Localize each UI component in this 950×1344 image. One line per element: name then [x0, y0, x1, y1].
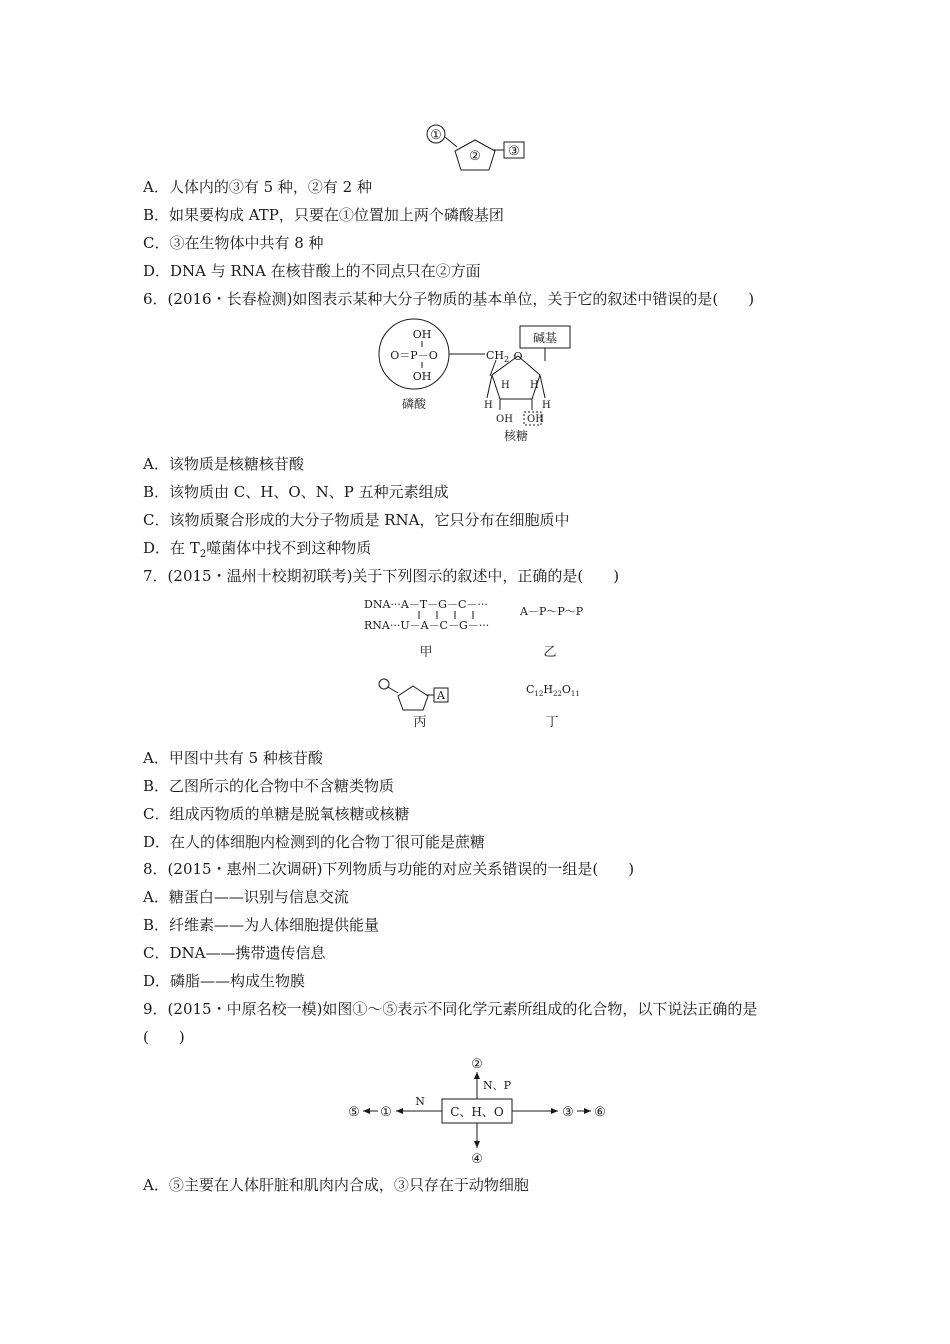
label-5: ⑤ [348, 1105, 360, 1120]
center-elements: C、H、O [450, 1105, 504, 1119]
q7-option-b: B．乙图所示的化合物中不含糖类物质 [143, 777, 395, 795]
nucleotide-figure-q5 [420, 118, 530, 176]
q7-option-c: C．组成丙物质的单糖是脱氧核糖或核糖 [143, 805, 410, 823]
label-jia: 甲 [419, 645, 433, 660]
q6-stem: 6．(2016・长春检测)如图表示某种大分子物质的基本单位，关于它的叙述中错误的是( ) [143, 290, 755, 308]
ribose-label: 核糖 [503, 429, 529, 443]
label-4: ④ [471, 1152, 483, 1167]
q5-option-c: C．③在生物体中共有 8 种 [143, 234, 324, 252]
element-diagram-q9 [340, 1055, 620, 1167]
base-letter: A [437, 689, 445, 702]
ribonucleotide-figure-q6 [370, 318, 580, 450]
label-2: ② [471, 1057, 483, 1072]
q7-option-a: A．甲图中共有 5 种核苷酸 [143, 749, 323, 767]
label-bing: 丙 [413, 715, 427, 730]
q8-option-b: B．纤维素——为人体细胞提供能量 [143, 916, 380, 934]
q8-option-a: A．糖蛋白——识别与信息交流 [143, 888, 349, 906]
label-1: ① [380, 1105, 392, 1120]
q5-option-b: B．如果要构成 ATP，只要在①位置加上两个磷酸基团 [143, 206, 504, 224]
q5-option-a: A．人体内的③有 5 种，②有 2 种 [143, 178, 372, 196]
sucrose-formula: $C_{12}H_{22}O_{11}$ [526, 683, 580, 698]
atp-structure: A－P～P～P [520, 605, 584, 618]
q8-option-d: D．磷脂——构成生物膜 [143, 972, 306, 990]
q9-stem: 9．(2015・中原名校一模)如图①～⑤表示不同化学元素所组成的化合物，以下说法正确的是 [143, 1000, 758, 1018]
ch2-label: $CH_2$ [486, 349, 510, 364]
q7-stem: 7．(2015・温州十校期初联考)关于下列图示的叙述中，正确的是( ) [143, 567, 620, 585]
fig5-label-2: ② [469, 149, 481, 164]
q6-option-c: C．该物质聚合形成的大分子物质是 RNA，它只分布在细胞质中 [143, 511, 570, 529]
phosphate-middle: O＝P－O [390, 349, 438, 362]
fig5-label-3: ③ [508, 144, 520, 159]
ring-oxygen: O [513, 350, 523, 363]
bond-line [388, 687, 398, 693]
oh-c2: OH [527, 414, 544, 425]
bond-line [540, 375, 545, 398]
label-yi: 乙 [543, 645, 557, 660]
label-6: ⑥ [594, 1105, 606, 1120]
q6-option-b: B．该物质由 C、H、O、N、P 五种元素组成 [143, 483, 449, 501]
oh-c3: OH [496, 414, 513, 425]
bond-line [445, 137, 457, 147]
ring-h-right: H [530, 380, 539, 391]
q8-option-c: C．DNA——携带遗传信息 [143, 944, 326, 962]
rna-strand: RNA···U－A－C－G－··· [364, 619, 490, 632]
ring-h-left: H [501, 380, 510, 391]
phosphate-label: 磷酸 [401, 397, 427, 411]
label-n: N [415, 1095, 425, 1108]
label-3: ③ [562, 1105, 574, 1120]
q9-stem-paren: ( ) [143, 1028, 185, 1046]
figure-q7 [360, 592, 600, 732]
bond-line [490, 360, 496, 376]
q8-stem: 8．(2015・惠州二次调研)下列物质与功能的对应关系错误的一组是( ) [143, 860, 635, 878]
q7-option-d: D．在人的体细胞内检测到的化合物丁很可能是蔗糖 [143, 833, 486, 851]
label-ding: 丁 [545, 715, 559, 730]
bond-line [487, 375, 492, 398]
h-left: H [484, 400, 493, 411]
fig5-label-1: ① [430, 128, 442, 143]
base-label: 碱基 [532, 331, 558, 345]
label-np: N、P [483, 1079, 512, 1092]
dna-strand: DNA···A－T－G－C－··· [364, 598, 488, 611]
q5-option-d: D．DNA 与 RNA 在核苷酸上的不同点只在②方面 [143, 262, 481, 280]
h-right: H [542, 400, 551, 411]
q9-option-a: A．⑤主要在人体肝脏和肌肉内合成，③只存在于动物细胞 [143, 1176, 529, 1194]
phosphate-circle [379, 679, 389, 689]
q6-option-a: A．该物质是核糖核苷酸 [143, 455, 304, 473]
pentose-pentagon [398, 686, 428, 710]
oh-top: OH [412, 328, 432, 341]
q6-option-d: D．在 $T_2$噬菌体中找不到这种物质 [143, 539, 372, 560]
oh-bottom: OH [412, 370, 432, 383]
